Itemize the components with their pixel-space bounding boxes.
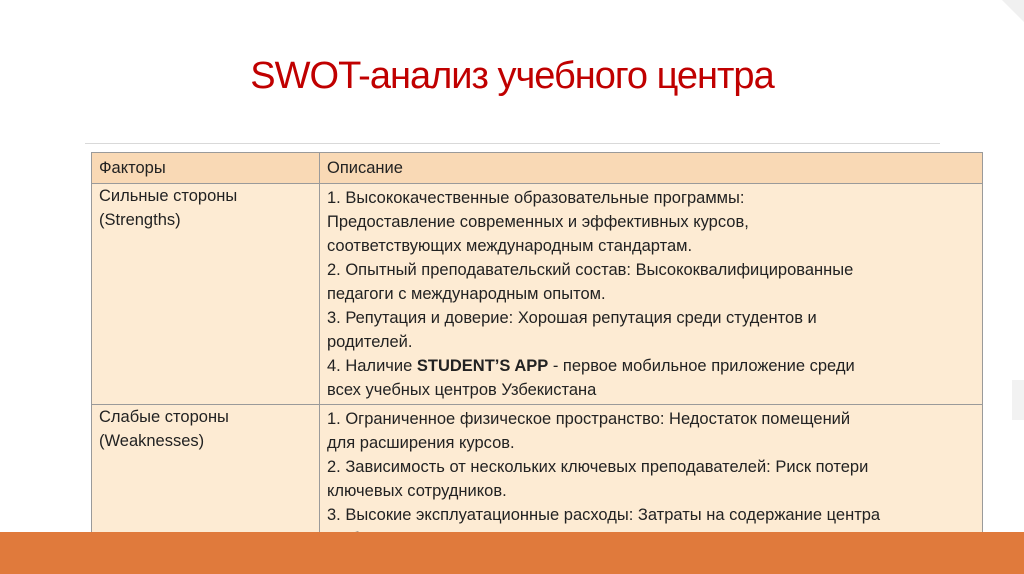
swot-table — [91, 152, 983, 554]
table-header-row — [92, 153, 983, 184]
weakness-line: 3. Высокие эксплуатационные расходы: Затраты на содержание центра — [327, 506, 881, 524]
weakness-line: 2. Зависимость от нескольких ключевых преподавателей: Риск потери — [327, 458, 869, 476]
strength-line: всех учебных центров Узбекистана — [327, 381, 597, 399]
strength-line: 1. Высококачественные образовательные программы: — [327, 189, 745, 207]
strength-line: родителей. — [327, 333, 413, 351]
strength-item-4-prefix: 4. Наличие — [327, 357, 417, 375]
strength-line: педагоги с международным опытом. — [327, 285, 606, 303]
factor-strengths-label: Сильные стороны — [99, 187, 238, 205]
strength-item-4 — [327, 354, 975, 378]
strength-line: соответствующих международным стандартам. — [327, 237, 693, 255]
header-description: Описание — [320, 153, 983, 184]
factor-weaknesses-english: (Weaknesses) — [99, 432, 205, 450]
slide-title: SWOT-анализ учебного центра — [250, 55, 774, 97]
factor-strengths — [92, 184, 320, 405]
corner-decoration — [1002, 0, 1024, 22]
title-divider — [85, 143, 940, 144]
factor-strengths-english: (Strengths) — [99, 211, 181, 229]
table-row-strengths — [92, 184, 983, 405]
student-app-name: STUDENT’S APP — [416, 357, 549, 375]
weakness-line: для расширения курсов. — [327, 434, 515, 452]
header-factors: Факторы — [92, 153, 320, 184]
strength-line: Предоставление современных и эффективных курсов, — [327, 213, 749, 231]
side-tab-decoration — [1012, 380, 1024, 420]
description-strengths — [320, 184, 983, 405]
weakness-line: 1. Ограниченное физическое пространство: Недостаток помещений — [327, 410, 851, 428]
factor-weaknesses-label: Слабые стороны — [99, 408, 229, 426]
weakness-line: ключевых сотрудников. — [327, 482, 507, 500]
bottom-accent-bar — [0, 532, 1024, 574]
strength-item-4-suffix: - первое мобильное приложение среди — [548, 357, 855, 375]
strength-line: 3. Репутация и доверие: Хорошая репутация среди студентов и — [327, 309, 817, 327]
strength-line: 2. Опытный преподавательский состав: Высококвалифицированные — [327, 261, 854, 279]
